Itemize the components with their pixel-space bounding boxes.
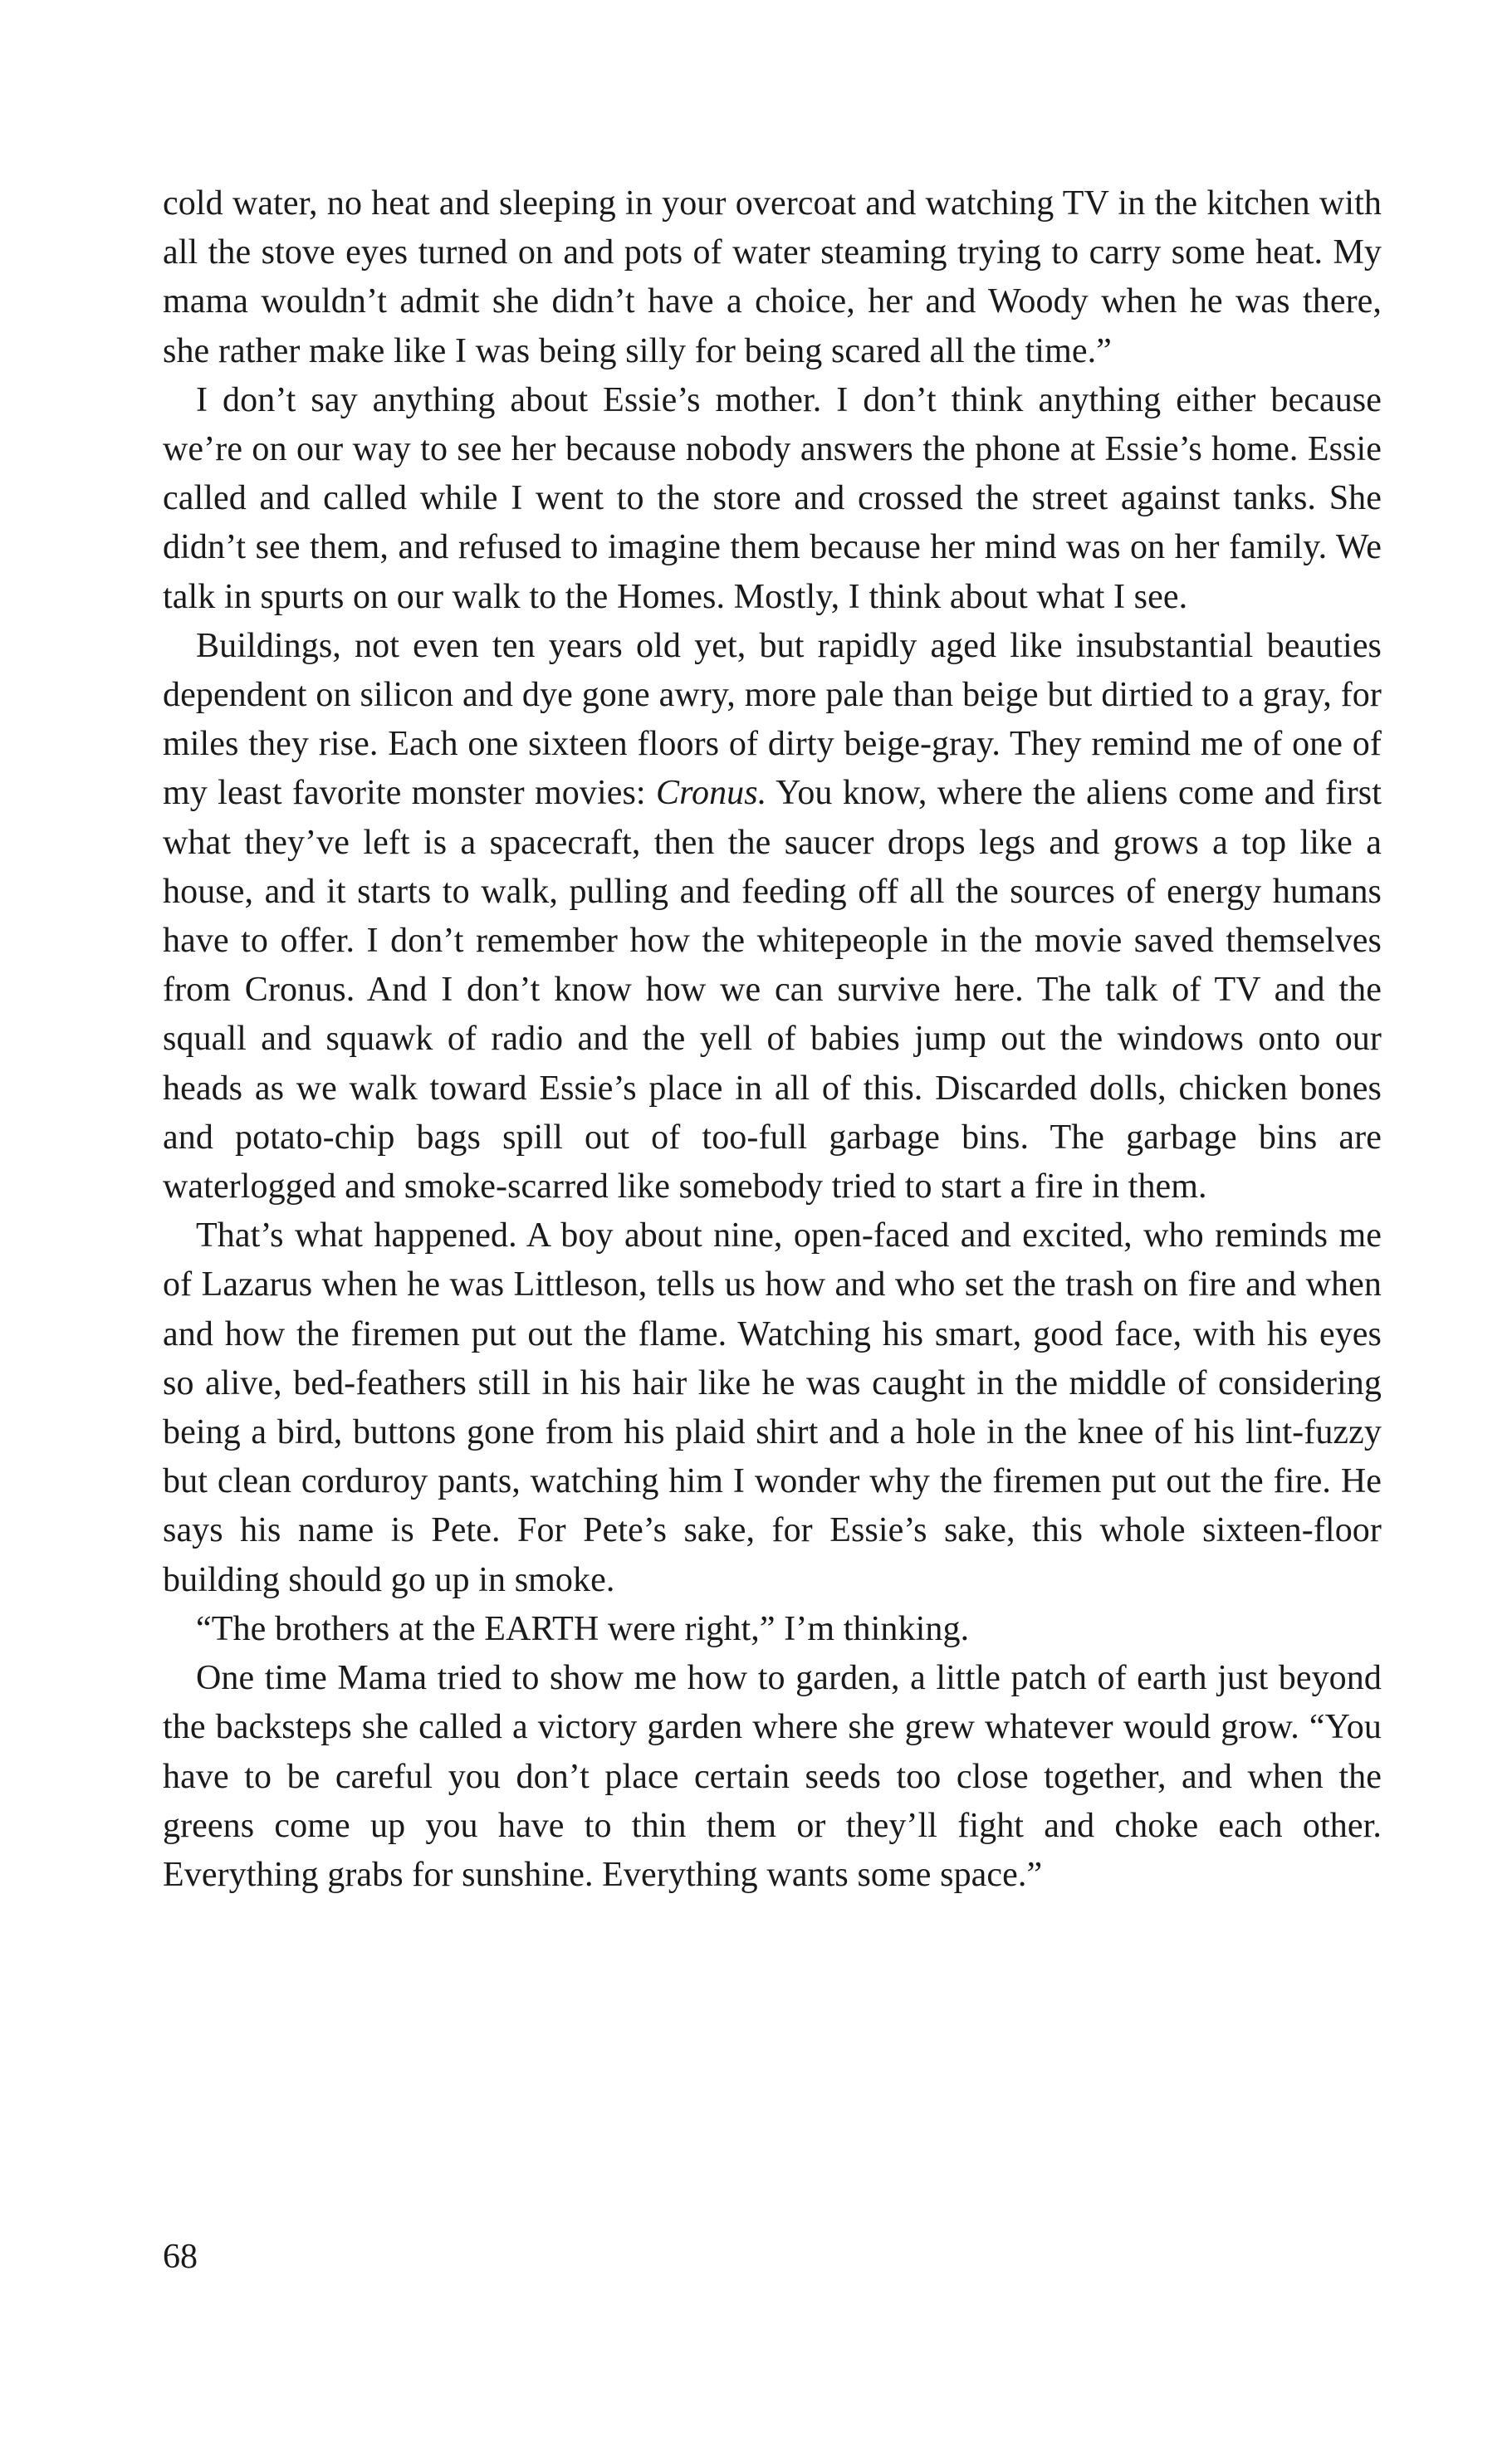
paragraph-1: cold water, no heat and sleeping in your overcoat and watching TV in the kitchen with all the stove eyes turned on and pots of water steaming trying to carry some heat. My mama wouldn’t admit she didn’t have a choice, her and Woody when he was there, she rather make like I was being silly for being scared all the time.” (163, 184, 1382, 370)
body-text (163, 179, 1382, 1900)
paragraph-2: I don’t say anything about Essie’s mother. I don’t think anything either because we’re on our way to see her because nobody answers the phone at Essie’s home. Essie called and called while I went to the store and crossed the street against tanks. She didn’t see them, and refused to imagine them because her mind was on her family. We talk in spurts on our walk to the Homes. Mostly, I think about what I see. (163, 380, 1382, 616)
paragraph-3-part-2: You know, where the aliens come and first what they’ve left is a spacecraft, then the saucer drops legs and grows a top like a house, and it starts to walk, pulling and feeding off all the sources of energy humans have to offer. I don’t remember how the whitepeople in the movie saved themselves from Cronus. And I don’t know how we can survive here. The talk of TV and the squall and squawk of radio and the yell of babies jump out the windows onto our heads as we walk toward Essie’s place in all of this. Discarded dolls, chicken bones and potato-chip bags spill out of too-full garbage bins. The garbage bins are waterlogged and smoke-scarred like somebody tried to start a fire in them. (163, 774, 1382, 1206)
paragraph-5: “The brothers at the EARTH were right,” I’m thinking. (196, 1609, 970, 1648)
paragraph-4: That’s what happened. A boy about nine, open-faced and excited, who reminds me of Lazarus when he was Littleson, tells us how and who set the trash on fire and when and how the firemen put out the flame. Watching his smart, good face, with his eyes so alive, bed-feathers still in his hair like he was caught in the middle of considering being a bird, buttons gone from his plaid shirt and a hole in the knee of his lint-fuzzy but clean corduroy pants, watching him I wonder why the firemen put out the fire. He says his name is Pete. For Pete’s sake, for Essie’s sake, this whole sixteen-floor building should go up in smoke. (163, 1216, 1382, 1599)
paragraph-3 (163, 622, 1382, 1211)
page-number: 68 (163, 2238, 198, 2276)
paragraph-6: One time Mama tried to show me how to garden, a little patch of earth just beyond the backsteps she called a victory garden where she grew whatever would grow. “You have to be careful you don’t place certain seeds too close together, and when the greens come up you have to thin them or they’ll fight and choke each other. Everything grabs for sunshine. Everything wants some space.” (163, 1659, 1382, 1894)
movie-title-cronus: Cronus. (655, 774, 767, 813)
paragraph-3-part-1: Buildings, not even ten years old yet, but rapidly aged like insubstantial beauties dependent on silicon and dye gone awry, more pale than beige but dirtied to a gray, for miles they rise. Each one sixteen floors of dirty beige-gray. They remind me of one of my least favorite monster movies: (163, 626, 1382, 813)
